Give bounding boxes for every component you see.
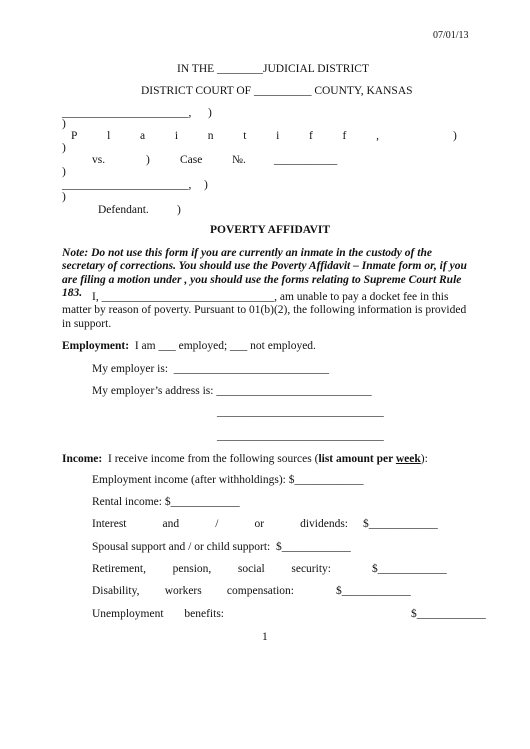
employer-address-blank: ___________________________ — [213, 385, 372, 397]
interest-line — [92, 518, 348, 531]
employer-address-blank-2: _____________________________ — [217, 406, 384, 418]
note-prefix: N — [62, 247, 71, 259]
employment-status-text: I am ___ employed; ___ not employed. — [129, 340, 316, 352]
page-number: 1 — [262, 631, 268, 643]
interest-word: dividends: — [300, 518, 348, 530]
plaintiff-label — [71, 130, 379, 143]
income-text-d: ): — [420, 453, 428, 465]
plaintiff-letter: t — [243, 130, 247, 142]
employer-address-label: My employer’s address is: — [92, 385, 214, 397]
plaintiff-letter: l — [107, 130, 111, 142]
form-date: 07/01/13 — [433, 30, 469, 41]
caption-paren: ) — [177, 204, 181, 216]
retirement-line — [92, 563, 331, 576]
employer-line — [92, 363, 329, 376]
interest-word: and — [162, 518, 180, 530]
employment-line — [62, 340, 316, 353]
poverty-statement — [62, 291, 472, 331]
caption-paren: ) — [146, 154, 150, 166]
disability-word: Disability, — [92, 585, 140, 597]
affiant-name-blank: ______________________________ — [101, 291, 275, 303]
retirement-word: pension, — [172, 563, 212, 575]
income-label: Income: — [62, 453, 103, 465]
plaintiff-letter: a — [140, 130, 146, 142]
plaintiff-letter: f — [309, 130, 313, 142]
unemployment-amount-blank: $____________ — [411, 608, 486, 620]
disability-line — [92, 585, 294, 598]
employment-income-line: Employment income (after withholdings): $____________ — [92, 474, 364, 486]
unemployment-word: benefits: — [184, 608, 224, 620]
plaintiff-letter: , — [376, 130, 379, 142]
interest-amount-blank: $____________ — [363, 518, 438, 530]
caption-paren: ) — [208, 107, 212, 119]
plaintiff-name-blank: ______________________, — [62, 107, 192, 119]
plaintiff-letter: P — [71, 130, 78, 142]
caption-paren: ) — [453, 130, 457, 142]
caption-paren: ) — [62, 142, 66, 154]
court-county-line: DISTRICT COURT OF __________ COUNTY, KANSAS — [141, 85, 413, 97]
interest-word: Interest — [92, 518, 127, 530]
spousal-support-line: Spousal support and / or child support: $____________ — [92, 541, 351, 553]
caption-paren: ) — [62, 166, 66, 178]
retirement-amount-blank: $____________ — [372, 563, 447, 575]
plaintiff-letter: i — [276, 130, 280, 142]
case-number-label: №. — [232, 154, 246, 166]
versus-label: vs. — [92, 154, 106, 166]
employer-address-line — [92, 385, 372, 398]
income-text-week: week — [395, 453, 421, 465]
plaintiff-letter: i — [174, 130, 179, 142]
statement-part2: , am unable to pay a docket fee in this matter by reason of poverty. Pursuant to 01(b)(2), the following information is provided in support. — [62, 291, 467, 330]
statement-part1: I, — [92, 291, 102, 303]
case-label: Case — [180, 154, 203, 166]
income-line — [62, 453, 428, 466]
plaintiff-letter: f — [342, 130, 347, 142]
disability-word: workers — [164, 585, 202, 597]
case-number-blank: ___________ — [274, 154, 338, 166]
rental-income-line: Rental income: $____________ — [92, 496, 240, 508]
retirement-word: Retirement, — [92, 563, 146, 575]
defendant-label: Defendant. — [98, 204, 149, 216]
court-district-line: IN THE ________JUDICIAL DISTRICT — [177, 63, 369, 75]
income-text-b: list amount per — [318, 453, 396, 465]
caption-paren: ) — [62, 118, 66, 130]
retirement-word: social — [237, 563, 265, 575]
caption-paren: ) — [62, 191, 66, 203]
retirement-word: security: — [291, 563, 331, 575]
income-text-a: I receive income from the following sources ( — [102, 453, 319, 465]
note-text: ote: Do not use this form if you are currently an inmate in the custody of the secretary of corrections. You should use the Poverty Affidavit – Inmate form or, if you are filing a motion under , you should use the forms relating to Supreme Court Rule 183. — [62, 247, 467, 299]
document-title: POVERTY AFFIDAVIT — [210, 224, 331, 236]
unemployment-word: Unemployment — [92, 608, 164, 620]
employer-label: My employer is: — [92, 363, 169, 375]
unemployment-line — [92, 608, 224, 621]
plaintiff-letter: n — [207, 130, 214, 142]
disability-word: compensation: — [226, 585, 294, 597]
disability-amount-blank: $____________ — [336, 585, 411, 597]
employer-blank: ___________________________ — [168, 363, 330, 375]
employment-label: Employment: — [62, 340, 130, 352]
interest-word: or — [254, 518, 265, 530]
caption-paren: ) — [204, 179, 208, 191]
interest-word: / — [215, 518, 219, 530]
defendant-name-blank: ______________________, — [62, 179, 192, 191]
employer-address-blank-3: _____________________________ — [217, 430, 384, 442]
